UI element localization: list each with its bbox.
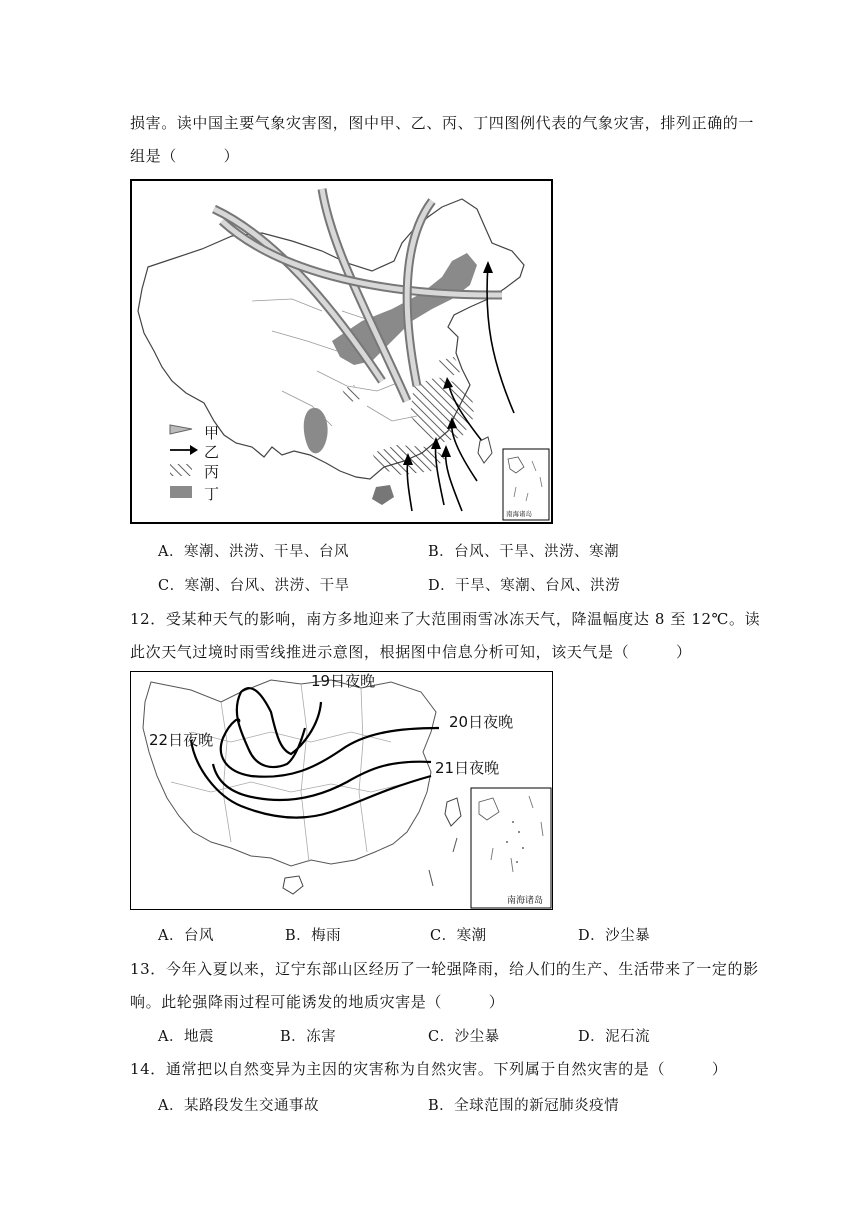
china-outline [138,199,524,479]
taiwan-island-2 [445,798,461,826]
label-22-evening: 22日夜晚 [149,731,214,749]
q14-stem-line1: 14．通常把以自然变异为主因的灾害称为自然灾害。下列属于自然灾害的是（ ） [130,1060,728,1078]
inset-label: 南海诸岛 [506,510,532,518]
legend-label-yi: 乙 [204,443,220,461]
q14-option-b[interactable]: B．全球范围的新冠肺炎疫情 [428,1098,620,1114]
q12-option-c[interactable]: C．寒潮 [430,928,487,944]
q13-option-a[interactable]: A．地震 [158,1029,214,1045]
q13-option-d[interactable]: D．泥石流 [578,1029,651,1045]
q13-stem-line1: 13．今年入夏以来，辽宁东部山区经历了一轮强降雨，给人们的生产、生活带来了一定的影 [130,960,759,978]
q13-stem-line2: 响。此轮强降雨过程可能诱发的地质灾害是（ ） [130,993,505,1011]
drought-region-southwest [304,408,328,454]
line-19 [237,688,321,767]
legend-label-bing: 丙 [204,463,220,481]
legend-label-ding: 丁 [204,485,220,503]
q13-option-c[interactable]: C．沙尘暴 [428,1029,500,1045]
q11-option-b[interactable]: B．台风、干旱、洪涝、寒潮 [428,544,620,560]
q12-option-a[interactable]: A．台风 [158,928,214,944]
flood-region-middle [410,377,474,443]
q11-stem-line1: 损害。读中国主要气象灾害图，图中甲、乙、丙、丁四图例代表的气象灾害，排列正确的一 [130,114,755,132]
taiwan-island [478,437,492,463]
label-20-evening: 20日夜晚 [449,713,514,731]
q12-option-b[interactable]: B．梅雨 [285,928,342,944]
line-21 [213,762,431,800]
china-map-svg [132,181,551,522]
map-legend [170,425,198,498]
q12-stem-line2: 此次天气过境时雨雪线推进示意图，根据图中信息分析可知，该天气是（ ） [130,643,692,661]
china-weather-disaster-map [130,179,553,524]
rain-snow-lines [191,688,439,818]
line-20 [221,719,439,776]
rain-snow-line-map [130,671,553,910]
south-sea-inset-2 [471,788,551,908]
rain-snow-map-svg [131,672,552,909]
q11-option-a[interactable]: A．寒潮、洪涝、干旱、台风 [158,544,349,560]
cold-wave-arrow-2-inner [322,189,407,401]
hainan-island [372,485,394,505]
label-19-evening: 19日夜晚 [311,672,376,690]
q11-option-c[interactable]: C．寒潮、台风、洪涝、干旱 [158,578,350,594]
province-outlines [143,680,436,866]
q13-option-b[interactable]: B．冻害 [280,1029,337,1045]
q11-option-d[interactable]: D．干旱、寒潮、台风、洪涝 [428,578,621,594]
hainan-island-2 [283,876,303,894]
legend-label-jia: 甲 [204,424,220,442]
q11-stem-line2: 组是（ ） [130,147,240,165]
q14-option-a[interactable]: A．某路段发生交通事故 [158,1098,319,1114]
label-21-evening: 21日夜晚 [435,759,500,777]
line-22 [191,740,431,818]
q12-stem-line1: 12．受某种天气的影响，南方多地迎来了大范围雨雪冰冻天气，降温幅度达 8 至 12℃。读 [130,610,761,628]
q12-option-d[interactable]: D．沙尘暴 [578,928,651,944]
inset-label-2: 南海诸岛 [507,896,544,906]
